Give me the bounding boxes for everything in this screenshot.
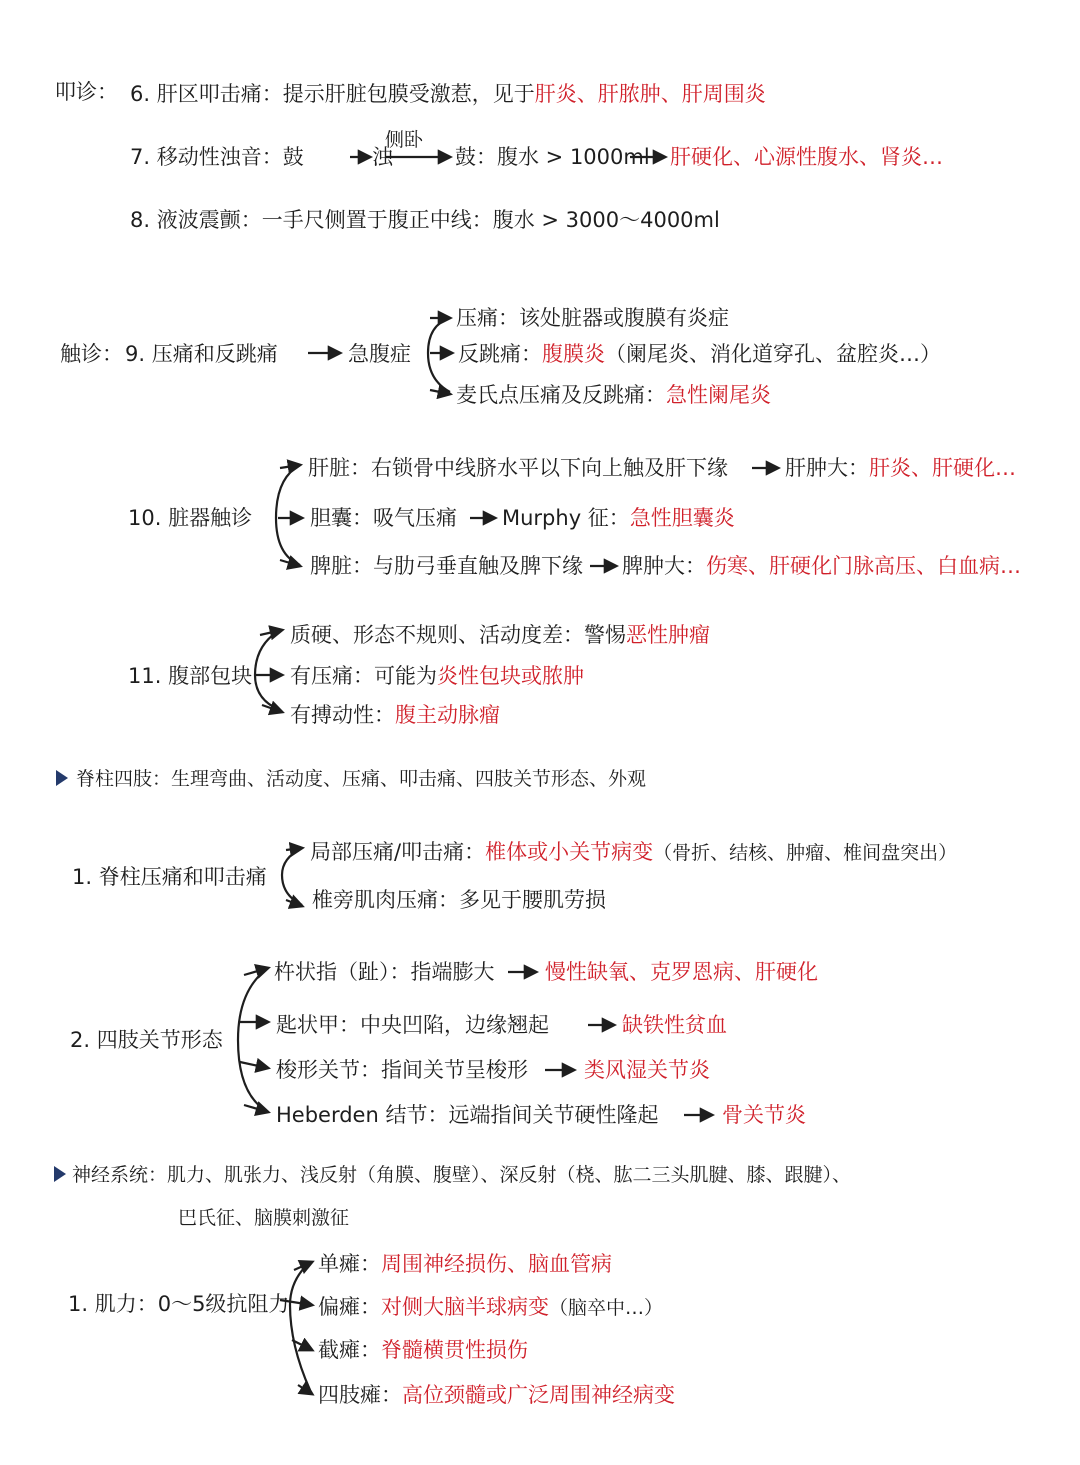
spine-item-2-b1-red: 慢性缺氧、克罗恩病、肝硬化: [545, 960, 818, 984]
item-7-a: 7. 移动性浊音：鼓: [130, 145, 304, 169]
item-11-branch-1: [290, 623, 710, 647]
item-10-liver-result: [785, 456, 1016, 480]
spine-header: 脊柱四肢：生理弯曲、活动度、压痛、叩击痛、四肢关节形态、外观: [76, 768, 647, 790]
murphy-red: 急性胆囊炎: [629, 506, 735, 530]
spine-b1-red: 椎体或小关节病变: [485, 840, 654, 864]
neuro-item-1-b4: [318, 1383, 675, 1407]
neuro-bullet-icon: [54, 1166, 66, 1182]
neuro-item-1-b2: [318, 1295, 663, 1320]
monoplegia-label: 单瘫：: [318, 1252, 381, 1276]
murphy-label: Murphy 征：: [502, 506, 630, 530]
palpation-title: 触诊：: [60, 342, 123, 366]
item-10-main: 10. 脏器触诊: [128, 506, 253, 530]
percussion-item-6: [130, 82, 766, 106]
item-6-text: 6. 肝区叩击痛：提示肝脏包膜受激惹，见于: [130, 82, 535, 106]
percussion-title: 叩诊：: [55, 80, 118, 104]
item-9-branch-3: [456, 383, 771, 407]
spine-item-1-main: 1. 脊柱压痛和叩击痛: [72, 865, 267, 889]
item-11-main: 11. 腹部包块: [128, 664, 253, 688]
hemiplegia-note: （脑卒中…）: [549, 1297, 664, 1319]
item-6-red: 肝炎、肝脓肿、肝周围炎: [534, 82, 766, 106]
spine-b1-note: （骨折、结核、肿瘤、椎间盘突出）: [653, 842, 958, 864]
spine-item-2-b4-red: 骨关节炎: [722, 1103, 806, 1127]
neuro-header-line-2: 巴氏征、脑膜刺激征: [178, 1207, 350, 1229]
spine-b1-label: 局部压痛/叩击痛：: [310, 840, 486, 864]
spine-item-1-branch-1: [310, 840, 957, 865]
neuro-item-1-main: 1. 肌力：0～5级抗阻力: [68, 1292, 290, 1316]
item-11-b1-label: 质硬、形态不规则、活动度差：警惕: [290, 623, 626, 647]
item-7-d: 鼓：腹水 > 1000ml: [455, 145, 650, 169]
neuro-header-line-1: 神经系统：肌力、肌张力、浅反射（角膜、腹壁）、深反射（桡、肱二三头肌腱、膝、跟腱）、: [72, 1164, 852, 1186]
spine-item-2-b4: Heberden 结节：远端指间关节硬性隆起: [276, 1103, 659, 1127]
item-9-main: 9. 压痛和反跳痛: [125, 342, 278, 366]
spine-item-2-b3-red: 类风湿关节炎: [584, 1058, 710, 1082]
item-11-branch-3: [290, 703, 500, 727]
spine-item-2-b1: 杵状指（趾）：指端膨大: [274, 960, 495, 984]
item-10-gallbladder: 胆囊：吸气压痛: [310, 506, 457, 530]
item-11-b2-red: 炎性包块或脓肿: [437, 664, 584, 688]
spleen-enlarge-label: 脾肿大：: [622, 554, 706, 578]
item-9-branch-1: 压痛：该处脏器或腹膜有炎症: [456, 306, 729, 330]
liver-enlarge-label: 肝肿大：: [785, 456, 869, 480]
monoplegia-red: 周围神经损伤、脑血管病: [381, 1252, 612, 1276]
item-10-spleen-result: [622, 554, 1021, 578]
item-10-spleen: 脾脏：与肋弓垂直触及脾下缘: [310, 554, 583, 578]
quadriplegia-label: 四肢瘫：: [318, 1383, 402, 1407]
item-11-branch-2: [290, 664, 584, 688]
item-8: 8. 液波震颤：一手尺侧置于腹正中线：腹水 > 3000～4000ml: [130, 208, 720, 232]
hemiplegia-red: 对侧大脑半球病变: [381, 1295, 549, 1319]
quadriplegia-red: 高位颈髓或广泛周围神经病变: [402, 1383, 675, 1407]
spine-bullet-icon: [56, 770, 68, 786]
liver-enlarge-red: 肝炎、肝硬化…: [869, 456, 1016, 480]
paraplegia-label: 截瘫：: [318, 1338, 381, 1362]
item-11-b3-red: 腹主动脉瘤: [395, 703, 500, 727]
item-9-branch-2: [458, 342, 941, 366]
item-11-b1-red: 恶性肿瘤: [626, 623, 710, 647]
spine-item-1-branch-2: 椎旁肌肉压痛：多见于腰肌劳损: [312, 888, 606, 912]
item-9-b2-label: 反跳痛：: [458, 342, 542, 366]
item-7-b: 浊: [372, 145, 393, 169]
spleen-enlarge-red: 伤寒、肝硬化门脉高压、白血病…: [706, 554, 1021, 578]
item-10-murphy: [502, 506, 735, 530]
spine-item-2-b2: 匙状甲：中央凹陷，边缘翘起: [276, 1013, 549, 1037]
item-9-b3-red: 急性阑尾炎: [666, 383, 771, 407]
item-9-b2-red: 腹膜炎: [542, 342, 605, 366]
item-10-liver: 肝脏：右锁骨中线脐水平以下向上触及肝下缘: [308, 456, 728, 480]
spine-item-2-main: 2. 四肢关节形态: [70, 1028, 223, 1052]
item-9-b3-label: 麦氏点压痛及反跳痛：: [456, 383, 666, 407]
spine-item-2-b2-red: 缺铁性贫血: [622, 1013, 727, 1037]
item-7-red: 肝硬化、心源性腹水、肾炎…: [670, 145, 943, 169]
item-7-side-lying: 侧卧: [385, 129, 424, 151]
neuro-item-1-b1: [318, 1252, 612, 1276]
item-11-b2-label: 有压痛：可能为: [290, 664, 437, 688]
item-11-b3-label: 有搏动性：: [290, 703, 395, 727]
item-9-b2-note: （阑尾炎、消化道穿孔、盆腔炎…）: [605, 342, 941, 366]
spine-item-2-b3: 梭形关节：指间关节呈梭形: [276, 1058, 528, 1082]
hemiplegia-label: 偏瘫：: [318, 1295, 381, 1319]
neuro-item-1-b3: [318, 1338, 528, 1362]
item-9-target: 急腹症: [348, 342, 411, 366]
paraplegia-red: 脊髓横贯性损伤: [381, 1338, 528, 1362]
